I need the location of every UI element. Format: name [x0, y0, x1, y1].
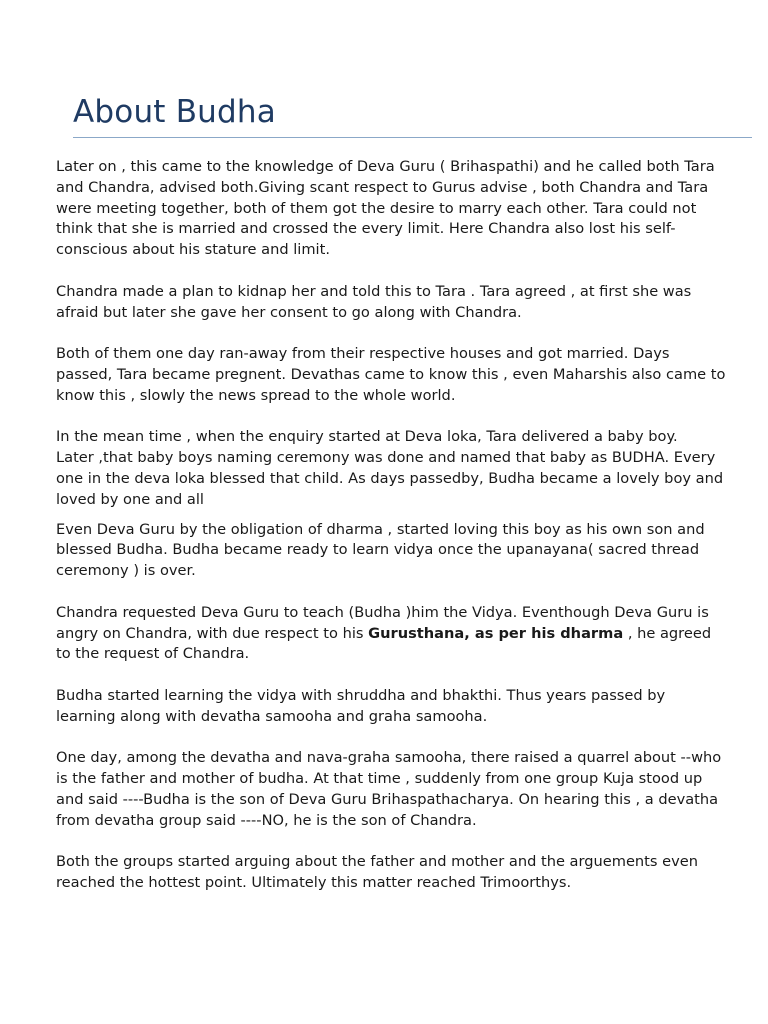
text-line: from devatha group said ----NO, he is the son of Chandra. [56, 811, 477, 829]
text-line: Chandra requested Deva Guru to teach (Budha )him the Vidya. Eventhough Deva Guru is [56, 603, 709, 621]
text-line: were meeting together, both of them got the desire to marry each other. Tara could not [56, 199, 697, 217]
document-body [56, 157, 768, 894]
text-line: blessed Budha. Budha became ready to learn vidya once the upanayana( sacred thread [56, 541, 700, 559]
paragraph-4 [56, 427, 768, 510]
text-line: Both the groups started arguing about the father and mother and the arguements even [56, 853, 698, 871]
paragraph-5 [56, 520, 768, 582]
text-line: is the father and mother of budha. At that time , suddenly from one group Kuja stood up [56, 770, 703, 788]
text-run: , he agreed [623, 624, 712, 642]
text-line: and Chandra, advised both.Giving scant respect to Gurus advise , both Chandra and Tara [56, 178, 709, 196]
paragraph-spacer [56, 832, 768, 853]
paragraph-7 [56, 686, 768, 728]
text-line: ceremony ) is over. [56, 562, 196, 580]
text-line: In the mean time , when the enquiry started at Deva loka, Tara delivered a baby boy. [56, 428, 678, 446]
paragraph-spacer [56, 407, 768, 428]
text-line: reached the hottest point. Ultimately this matter reached Trimoorthys. [56, 874, 572, 892]
text-line: one in the deva loka blessed that child. As days passedby, Budha became a lovely boy and [56, 469, 724, 487]
paragraph-spacer [56, 261, 768, 282]
text-line: passed, Tara became pregnent. Devathas came to know this , even Maharshis also came to [56, 365, 726, 383]
paragraph-spacer [56, 728, 768, 749]
paragraph-spacer [56, 323, 768, 344]
text-line: loved by one and all [56, 490, 204, 508]
paragraph-3 [56, 344, 768, 406]
text-line-with-bold [56, 624, 768, 645]
text-line: Even Deva Guru by the obligation of dharma , started loving this boy as his own son and [56, 520, 705, 538]
text-run: angry on Chandra, with due respect to his [56, 624, 369, 642]
bold-text-run: Gurusthana, as per his dharma [368, 624, 624, 642]
paragraph-6 [56, 603, 768, 665]
text-line: Chandra made a plan to kidnap her and told this to Tara . Tara agreed , at first she was [56, 282, 692, 300]
paragraph-8 [56, 748, 768, 831]
title-underline [73, 137, 752, 138]
text-line: One day, among the devatha and nava-graha samooha, there raised a quarrel about --who [56, 749, 722, 767]
text-line: Budha started learning the vidya with shruddha and bhakthi. Thus years passed by [56, 686, 666, 704]
text-line: afraid but later she gave her consent to go along with Chandra. [56, 303, 522, 321]
text-line: learning along with devatha samooha and graha samooha. [56, 707, 488, 725]
paragraph-9 [56, 852, 768, 894]
paragraph-2 [56, 282, 768, 324]
page-title: About Budha [73, 94, 276, 130]
text-line: and said ----Budha is the son of Deva Guru Brihaspathacharya. On hearing this , a devatha [56, 790, 719, 808]
text-line: know this , slowly the news spread to the whole world. [56, 386, 456, 404]
text-line: conscious about his stature and limit. [56, 241, 330, 259]
text-line: think that she is married and crossed the every limit. Here Chandra also lost his self- [56, 220, 676, 238]
paragraph-spacer [56, 665, 768, 686]
paragraph-1 [56, 157, 768, 261]
paragraph-spacer [56, 511, 768, 520]
text-line: Later ,that baby boys naming ceremony was done and named that baby as BUDHA. Every [56, 449, 716, 467]
text-line: to the request of Chandra. [56, 645, 250, 663]
paragraph-spacer [56, 582, 768, 603]
text-line: Later on , this came to the knowledge of Deva Guru ( Brihaspathi) and he called both Tara [56, 158, 715, 175]
text-line: Both of them one day ran-away from their respective houses and got married. Days [56, 345, 670, 363]
